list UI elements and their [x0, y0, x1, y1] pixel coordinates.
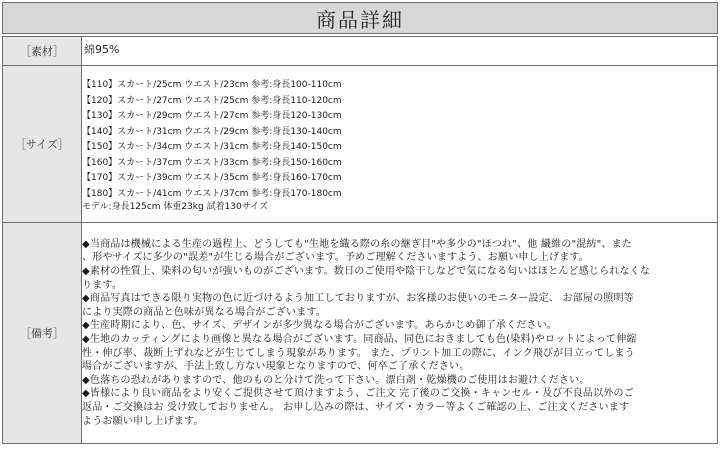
size-list — [82, 75, 717, 213]
model-note: モデル:身長125cm 体重23kg 試着130サイズ — [82, 202, 269, 212]
size-row — [3, 66, 718, 223]
size-value-cell — [82, 66, 718, 223]
note-line: 返品・ご交換はお 受け致しておりません。 お申し込みの際は、サイズ・カラー等よくご確認の上、ご注文くださいます — [82, 401, 630, 413]
note-line: ◆皆様により良い商品をより安くご提供させて頂けますよう、ご注文 完了後のご交換・キャンセル・及び不良品以外のご — [82, 388, 634, 400]
material-value: 綿95% — [84, 43, 120, 57]
product-details-table — [2, 36, 718, 444]
note-line: ◆当商品は機械による生産の過程上、どうしても"生地を織る際の糸の継ぎ目"や多少の"ほつれ"、他 繊維の"混紡"、また — [82, 238, 633, 250]
size-line-110: 【110】スカート/25cm ウエスト/23cm 参考:身長100-110cm — [82, 80, 342, 90]
note-line: ようお願い申し上げます。 — [82, 415, 204, 427]
note-line: 場合がございますが、手法上致し方ない現象となりますので、何卒ご了承ください。 — [82, 361, 470, 373]
note-line: ◆素材の性質上、染料の匂いが強いものがございます。数日のご使用や陰干しなどで気になる匂いはほとんど感じられなくな — [82, 266, 651, 278]
size-line-170: 【170】スカート/39cm ウエスト/35cm 参考:身長160-170cm — [82, 173, 342, 183]
size-line-120: 【120】スカート/27cm ウエスト/25cm 参考:身長110-120cm — [82, 95, 342, 106]
size-line-140: 【140】スカート/31cm ウエスト/29cm 参考:身長130-140cm — [82, 126, 342, 137]
size-line-180: 【180】スカート/41cm ウエスト/37cm 参考:身長170-180cm — [82, 188, 342, 199]
material-label: ［素材］ — [3, 37, 82, 66]
size-line-160: 【160】スカート/37cm ウエスト/33cm 参考:身長150-160cm — [82, 157, 342, 168]
note-line: ◆色落ちの恐れがありますので、他のものと分けて洗って下さい。漂白剤・乾燥機のご使用はお避けください。 — [82, 374, 590, 386]
note-line: ◆商品写真はできる限り実物の色に近づけるよう加工しておりますが、お客様のお使いのモニター設定、 お部屋の照明等 — [82, 293, 634, 305]
material-value-cell — [82, 37, 718, 66]
note-line: により実際の商品と色味が異なる場合がございます。 — [82, 306, 326, 318]
note-line: ◆生産時期により、色、サイズ、デザインが多少異なる場合がございます。あらかじめ御了承ください。 — [82, 320, 558, 332]
notes-value-cell — [82, 223, 718, 444]
note-line: ◆生地のカッティングにより画像と異なる場合がございます。同商品、同色におきましても色(染料)やロットによって伸縮 — [82, 334, 637, 345]
note-line: 、形やサイズに多少の"誤差"が生じる場合がございます。予めご理解くださいますよう、お願い申し上げます。 — [82, 252, 589, 264]
material-row — [3, 37, 718, 66]
note-line: ります。 — [82, 279, 122, 291]
size-label: ［サイズ］ — [3, 66, 82, 223]
size-line-130: 【130】スカート/29cm ウエスト/27cm 参考:身長120-130cm — [82, 111, 342, 121]
notes-label: ［備考］ — [3, 223, 82, 444]
page-title: 商品詳細 — [2, 2, 718, 34]
note-line: 性・伸び率、裁断上ずれなどが生じてしまう現象があります。 また、プリント加工の際に、インク飛びが目立ってしまう — [82, 347, 635, 359]
size-line-150: 【150】スカート/34cm ウエスト/31cm 参考:身長140-150cm — [82, 142, 342, 152]
notes-row — [3, 223, 718, 444]
